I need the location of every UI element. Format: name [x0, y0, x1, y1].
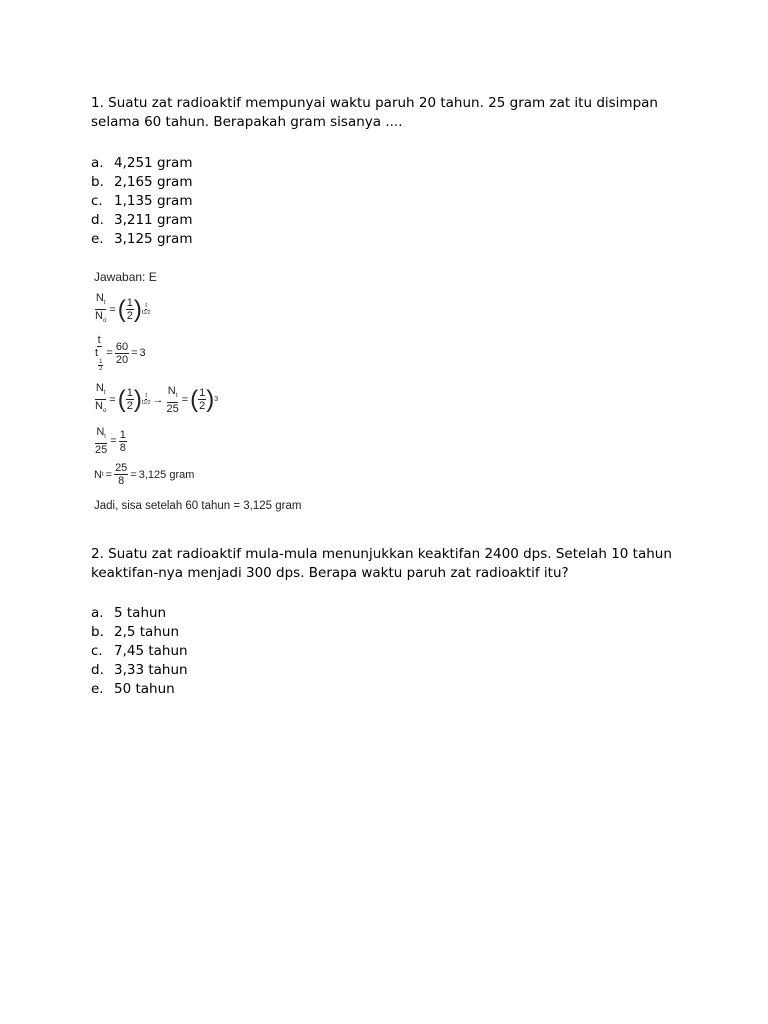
exponent-den-sub: 1/2 — [143, 310, 151, 316]
exponent-fraction — [142, 303, 151, 316]
option-e — [91, 680, 188, 699]
option-letter: a. — [91, 605, 104, 621]
subscript: t — [103, 300, 106, 306]
equation-substitution: $\frac{N_t}{N_o}$ = ( $\frac{1}{2}$ ) $\frac{t}{t1/2}$ → $\frac{N_t}{25}$ = ( $\frac{1}{2}$ ) 3 — [94, 382, 218, 417]
symbol: N — [95, 382, 104, 394]
equals-sign: = — [130, 468, 137, 481]
option-text: 5 tahun — [114, 605, 167, 621]
option-text: 3,211 gram — [114, 212, 193, 228]
equation-ratio — [94, 334, 146, 372]
option-b — [91, 623, 188, 642]
denominator: 8 — [118, 475, 125, 487]
denominator: 25 — [95, 444, 108, 456]
sub-den: 2 — [99, 366, 103, 372]
exponent-den: t — [141, 400, 144, 406]
exponent-num: t — [145, 393, 147, 399]
arrow-symbol: → — [152, 393, 164, 406]
numerator: 1 — [119, 428, 126, 441]
result-value: 3 — [139, 347, 146, 359]
option-letter: d. — [91, 212, 104, 228]
option-e — [91, 230, 192, 249]
subscript: o — [102, 318, 107, 324]
question-1-options — [91, 154, 192, 249]
option-a — [91, 604, 188, 623]
equals-sign: = — [110, 435, 117, 447]
equals-sign: = — [109, 393, 116, 406]
option-b — [91, 173, 192, 192]
solution-conclusion: Jadi, sisa setelah 60 tahun = 3,125 gram — [94, 500, 302, 512]
option-text: 3,125 gram — [114, 231, 193, 247]
denominator: 25 — [166, 402, 179, 415]
symbol: N — [96, 426, 105, 438]
question-2-options — [91, 604, 188, 699]
solution-title: Jawaban: E — [94, 270, 157, 284]
equals-sign: = — [105, 468, 113, 481]
question-1-text: 1. Suatu zat radioaktif mempunyai waktu paruh 20 tahun. 25 gram zat itu disimpan selama 60 tahun. Berapakah gram sisanya .... — [91, 95, 658, 130]
option-text: 1,135 gram — [114, 193, 193, 209]
subscript: t — [101, 471, 104, 478]
exponent-fraction — [142, 393, 151, 406]
option-text: 50 tahun — [114, 681, 175, 697]
numerator: 60 — [115, 340, 129, 353]
option-letter: b. — [91, 624, 104, 640]
option-letter: b. — [91, 174, 104, 190]
option-a — [91, 154, 192, 173]
fraction-nt-25 — [165, 385, 179, 415]
option-letter: e. — [91, 231, 104, 247]
fraction-nt-25 — [94, 426, 108, 456]
option-text: 7,45 tahun — [114, 643, 188, 659]
equation-one-eighth — [94, 426, 127, 456]
subscript: t — [103, 390, 106, 396]
denominator: 2 — [199, 400, 206, 412]
result-value: 3,125 gram — [138, 468, 195, 481]
numerator: 1 — [199, 387, 206, 399]
option-letter: c. — [91, 193, 103, 209]
symbol: N — [167, 384, 176, 397]
numerator: 25 — [115, 462, 128, 474]
symbol: N — [94, 468, 102, 481]
denominator: 8 — [119, 441, 126, 454]
numerator: 1 — [126, 297, 133, 309]
denominator: 2 — [126, 310, 133, 322]
subscript: t — [104, 434, 106, 440]
subscript: o — [102, 408, 107, 414]
fraction-half — [126, 387, 134, 412]
exponent-den: t — [141, 310, 144, 316]
numerator: 1 — [126, 387, 133, 399]
numerator: t — [97, 334, 101, 346]
denominator: 20 — [115, 353, 129, 366]
option-text: 2,5 tahun — [114, 624, 179, 640]
option-d — [91, 661, 188, 680]
symbol: t — [95, 347, 99, 359]
fraction-half — [198, 387, 206, 412]
fraction-half — [126, 297, 134, 322]
equation-result — [94, 462, 194, 487]
option-letter: c. — [91, 643, 103, 659]
option-text: 4,251 gram — [114, 155, 193, 171]
symbol: N — [95, 310, 103, 322]
option-letter: d. — [91, 662, 104, 678]
option-letter: a. — [91, 155, 104, 171]
equals-sign: = — [181, 393, 189, 406]
option-text: 2,165 gram — [114, 174, 193, 190]
option-text: 3,33 tahun — [114, 662, 188, 678]
equals-sign: = — [131, 347, 138, 359]
fraction-t-t12 — [94, 334, 104, 372]
fraction-60-20 — [115, 341, 129, 366]
fraction-nt-n0 — [94, 382, 107, 417]
symbol: N — [95, 400, 103, 412]
question-2-text: 2. Suatu zat radioaktif mula-mula menunjukkan keaktifan 2400 dps. Setelah 10 tahun keaktifan-nya menjadi 300 dps. Berapa waktu paruh zat radioaktif itu? — [91, 546, 672, 581]
sub-num: 1 — [99, 359, 103, 365]
fraction-25-8 — [114, 462, 128, 487]
option-d — [91, 211, 192, 230]
exponent-num: t — [145, 303, 147, 309]
option-letter: e. — [91, 681, 104, 697]
option-c — [91, 642, 188, 661]
option-c — [91, 192, 192, 211]
subscript: t — [175, 392, 178, 399]
exponent-den-sub: 1/2 — [143, 400, 151, 406]
fraction-1-8 — [119, 429, 127, 454]
equals-sign: = — [109, 303, 116, 316]
symbol: N — [95, 292, 104, 304]
fraction-nt-n0 — [94, 292, 107, 327]
exponent: 3 — [214, 396, 219, 403]
equation-decay-formula: $\frac{N_t}{N_o}$ = ( $\frac{1}{2}$ ) $\frac{t}{t1/2}$ — [94, 292, 150, 327]
denominator: 2 — [126, 400, 133, 412]
equals-sign: = — [106, 347, 113, 359]
